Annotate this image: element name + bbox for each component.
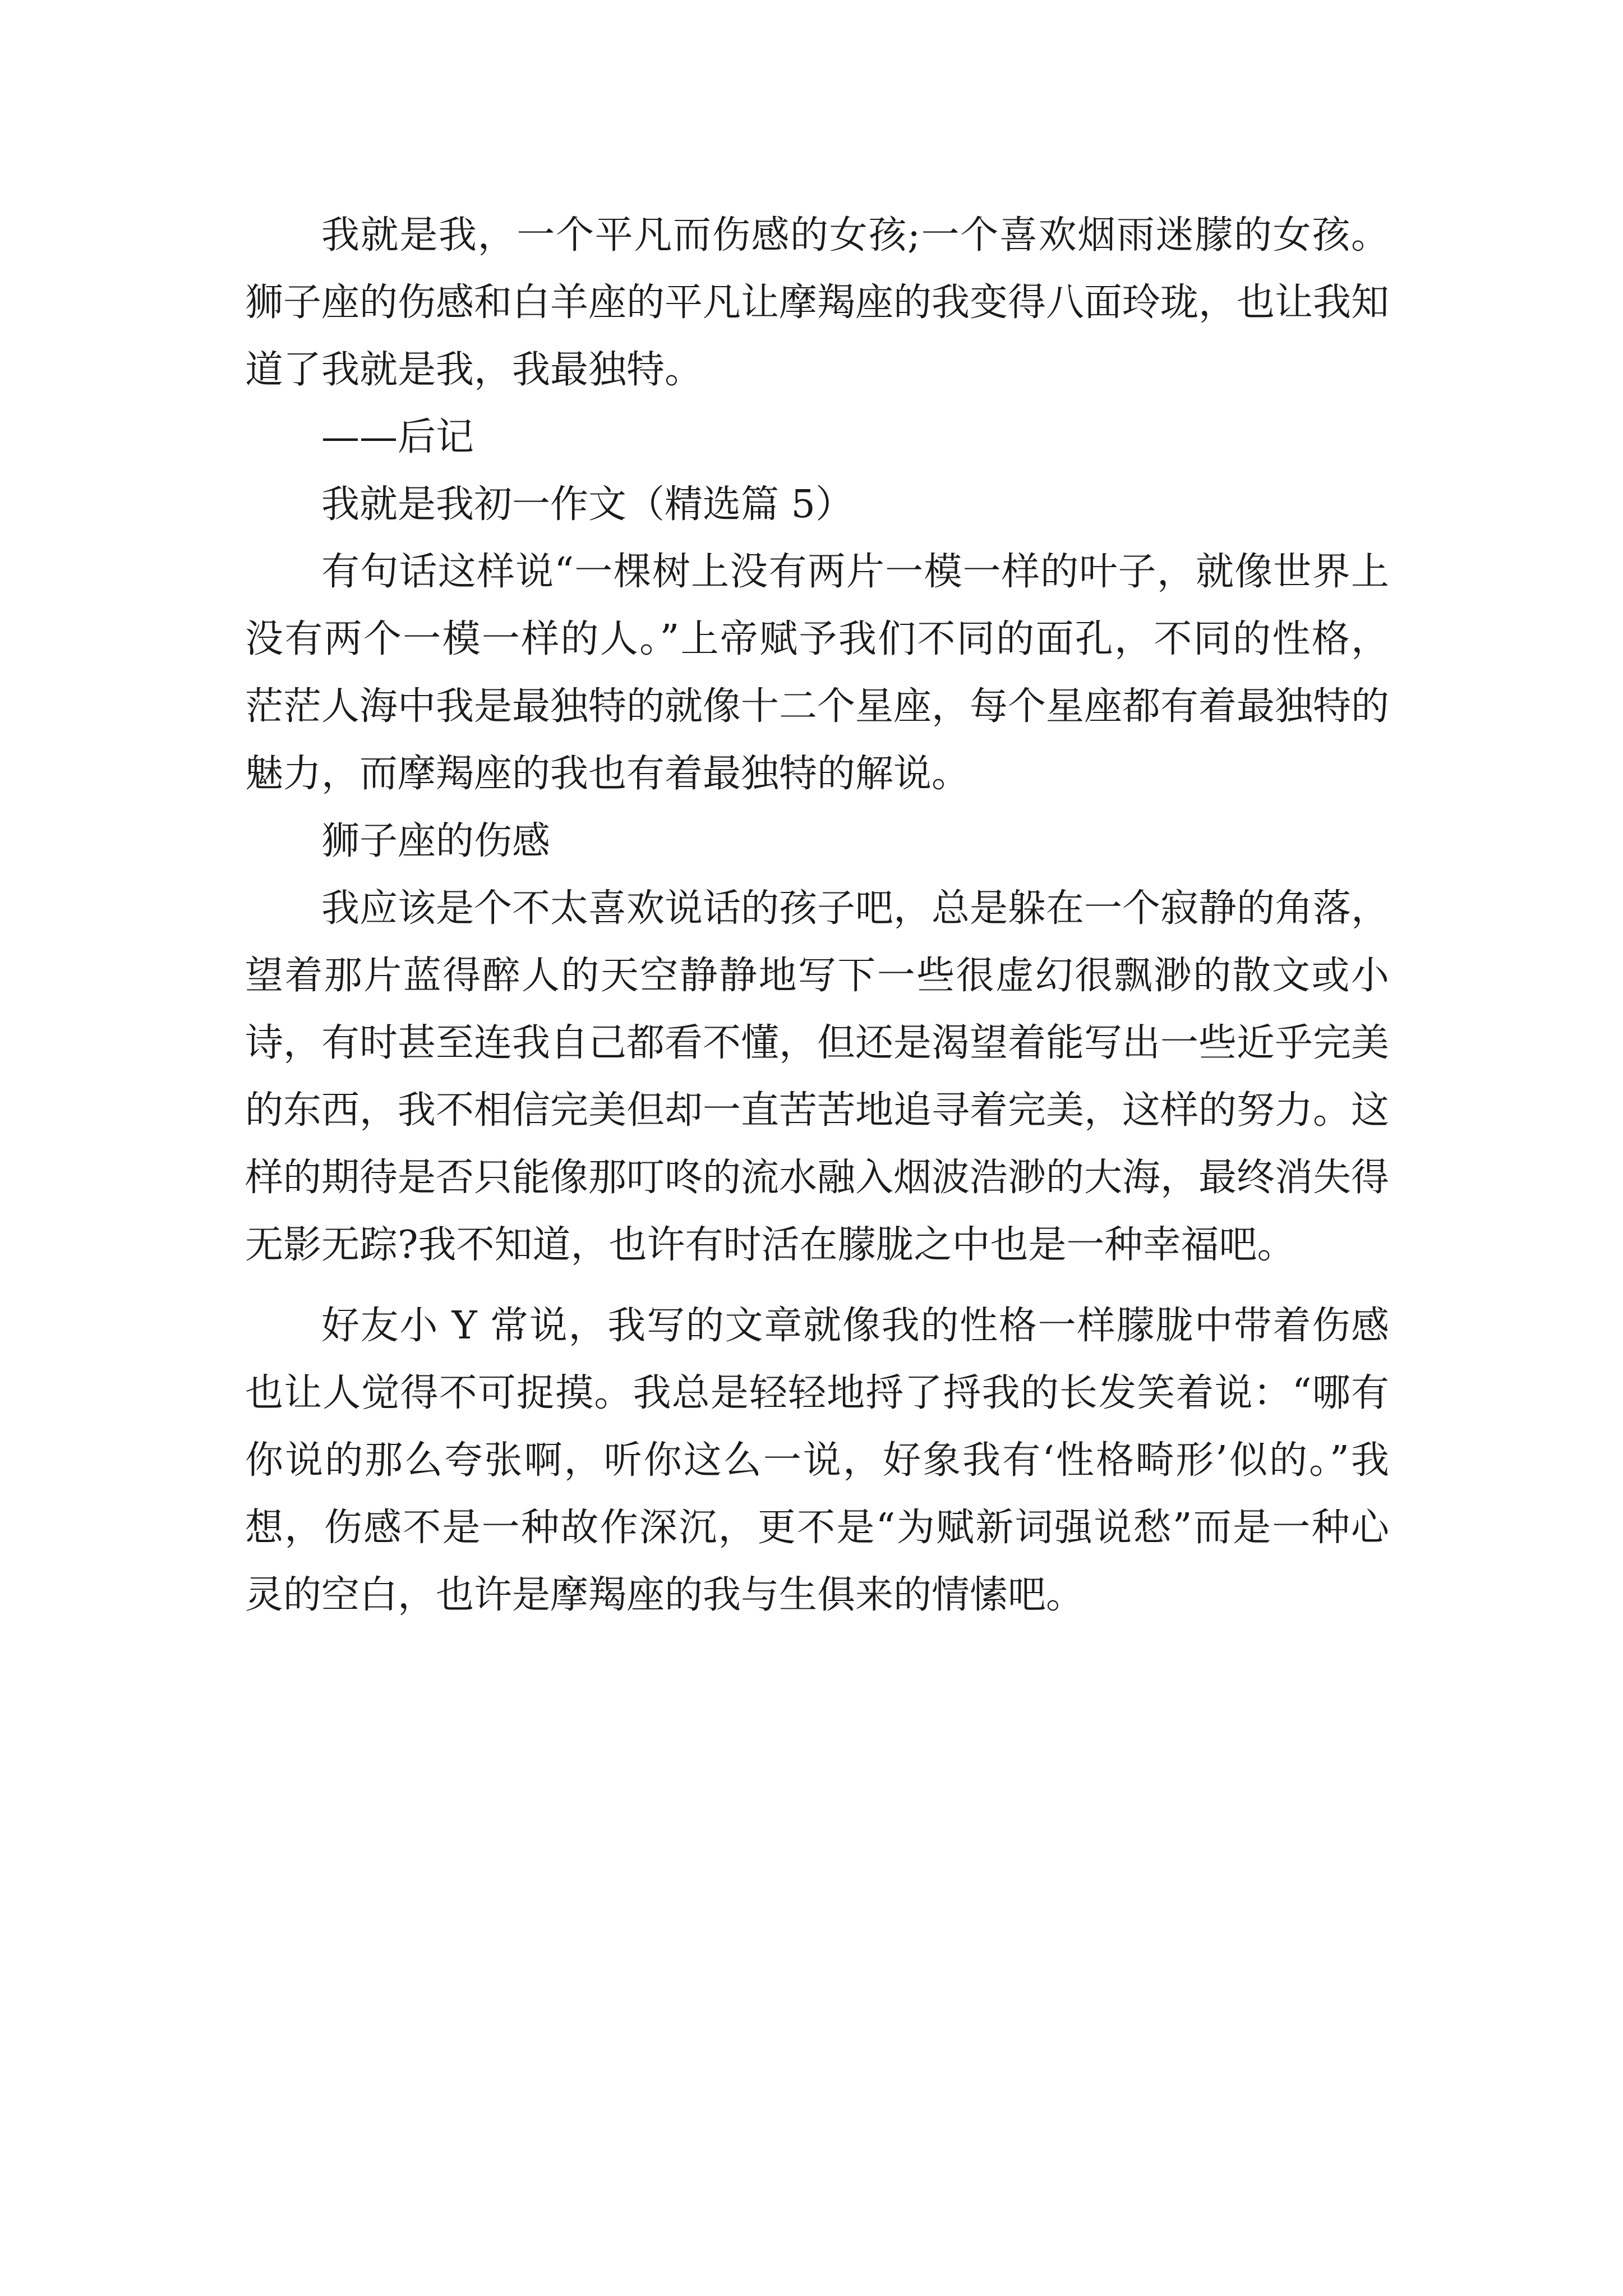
paragraph-opening: 有句话这样说“一棵树上没有两片一模一样的叶子，就像世界上没有两个一模一样的人。”上帝赋予我们不同的面孔，不同的性格，茫茫人海中我是最独特的就像十二个星座，每个星座都有着最独特的魅力，而摩羯座的我也有着最独特的解说。 [245,550,1390,796]
section-title: 我就是我初一作文（精选篇 5） [321,482,854,527]
paragraph-leo-body: 我应该是个不太喜欢说话的孩子吧，总是躲在一个寂静的角落，望着那片蓝得醉人的天空静静地写下一些很虚幻很飘渺的散文或小诗，有时甚至连我自己都看不懂，但还是渴望着能写出一些近乎完美的东西，我不相信完美但却一直苦苦地追寻着完美，这样的努力。这样的期待是否只能像那叮咚的流水融入烟波浩渺的大海，最终消失得无影无踪?我不知道，也许有时活在朦胧之中也是一种幸福吧。 [245,886,1390,1267]
paragraph-friend-y: 好友小 Y 常说，我写的文章就像我的性格一样朦胧中带着伤感也让人觉得不可捉摸。我总是轻轻地捋了捋我的长发笑着说：“哪有你说的那么夸张啊，听你这么一说，好象我有‘性格畸形’似的。”我想，伤感不是一种故作深沉，更不是“为赋新词强说愁”而是一种心灵的空白，也许是摩羯座的我与生俱来的情愫吧。 [245,1304,1389,1617]
subheading-leo: 狮子座的伤感 [321,819,551,863]
document-body [245,202,1389,1629]
paragraph-afterword: ——后记 [321,415,474,459]
paragraph-intro-closing: 我就是我，一个平凡而伤感的女孩;一个喜欢烟雨迷朦的女孩。狮子座的伤感和白羊座的平凡让摩羯座的我变得八面玲珑，也让我知道了我就是我，我最独特。 [245,213,1390,392]
